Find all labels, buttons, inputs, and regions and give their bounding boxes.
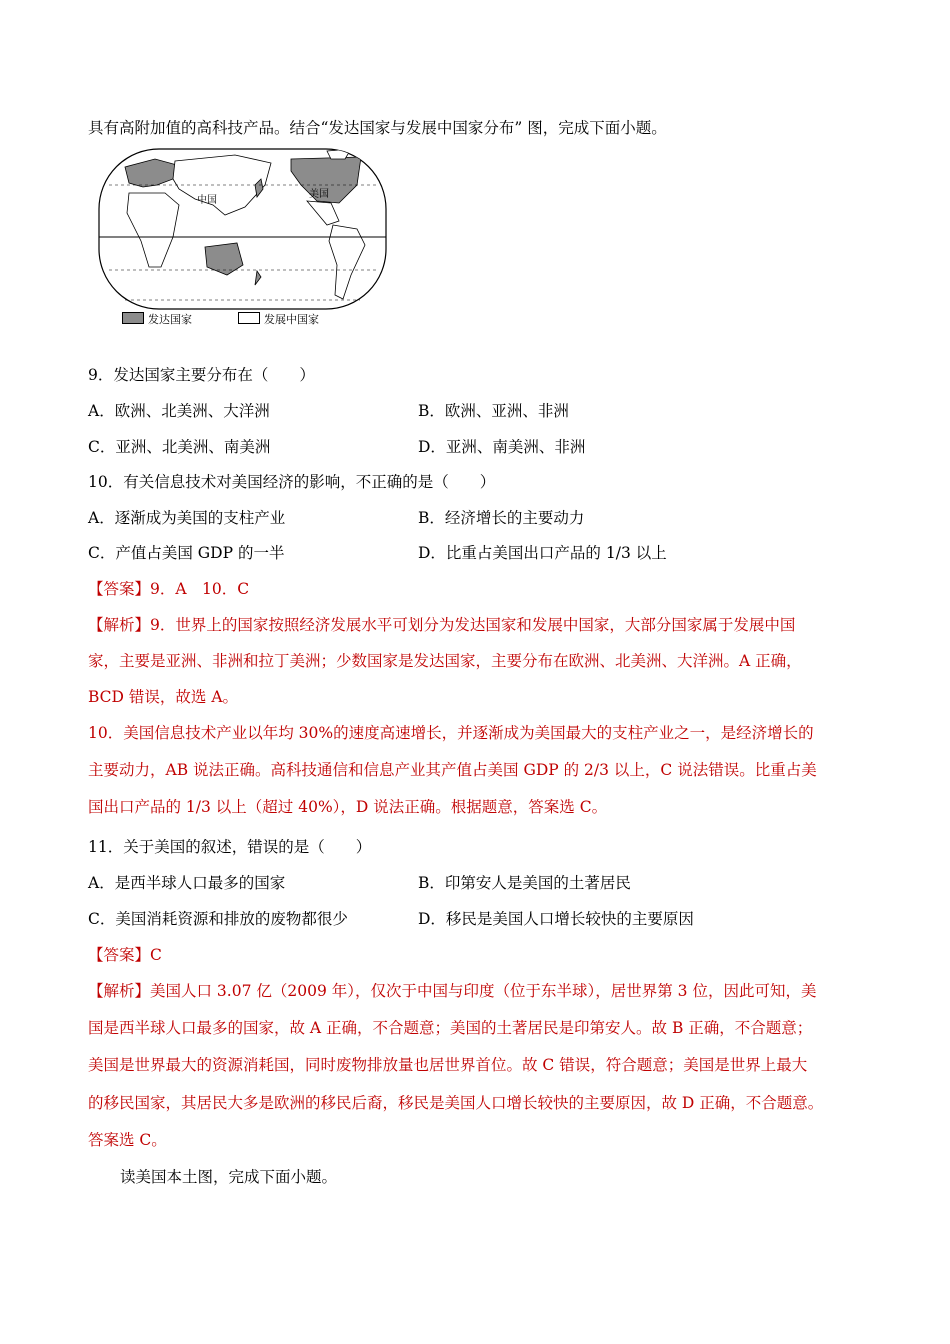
q11-stem: 11．关于美国的叙述，错误的是（ ） [88,838,372,856]
q9-option-a: A．欧洲、北美洲、大洋洲 [88,402,270,420]
legend-developing-swatch [238,312,260,324]
analysis2-line: 【解析】美国人口 3.07 亿（2009 年），仅次于中国与印度（位于东半球），居世界第 3 位，因此可知，美 [88,982,817,1000]
q10-stem: 10．有关信息技术对美国经济的影响，不正确的是（ ） [88,473,496,491]
analysis1-line: BCD 错误，故选 A。 [88,688,239,706]
q9-option-c: C．亚洲、北美洲、南美洲 [88,438,271,456]
analysis2-line: 美国是世界最大的资源消耗国，同时废物排放量也居世界首位。故 C 错误，符合题意；美国是世界上最大 [88,1056,808,1074]
analysis1-line: 家，主要是亚洲、非洲和拉丁美洲；少数国家是发达国家，主要分布在欧洲、北美洲、大洋洲。A 正确， [88,652,802,670]
q10-option-c: C．产值占美国 GDP 的一半 [88,544,285,562]
legend-developed-swatch [122,312,144,324]
analysis2-line: 答案选 C。 [88,1131,167,1149]
analysis1-line: 主要动力，AB 说法正确。高科技通信和信息产业其产值占美国 GDP 的 2/3 以上，C 说法错误。比重占美 [88,761,817,779]
analysis1-line: 【解析】9．世界上的国家按照经济发展水平可划分为发达国家和发展中国家，大部分国家属于发展中国 [88,616,796,634]
legend-developed [122,312,192,327]
analysis1-line: 10．美国信息技术产业以年均 30%的速度高速增长，并逐渐成为美国最大的支柱产业之一，是经济增长的 [88,724,814,742]
world-map [95,145,390,335]
q11-option-d: D．移民是美国人口增长较快的主要原因 [418,910,694,928]
q9-stem: 9．发达国家主要分布在（ ） [88,366,315,384]
q11-option-c: C．美国消耗资源和排放的废物都很少 [88,910,348,928]
analysis2-line: 国是西半球人口最多的国家，故 A 正确，不合题意；美国的土著居民是印第安人。故 B 正确，不合题意； [88,1019,813,1037]
q11-option-b: B．印第安人是美国的土著居民 [418,874,631,892]
legend-developing-label: 发展中国家 [264,313,319,326]
analysis2-line: 的移民国家，其居民大多是欧洲的移民后裔，移民是美国人口增长较快的主要原因，故 D 正确，不合题意。 [88,1094,824,1112]
intro-text: 具有高附加值的高科技产品。结合“发达国家与发展中国家分布” 图，完成下面小题。 [88,119,667,137]
q10-option-a: A．逐渐成为美国的支柱产业 [88,509,286,527]
q11-option-a: A．是西半球人口最多的国家 [88,874,286,892]
q10-option-b: B．经济增长的主要动力 [418,509,585,527]
q10-option-d: D．比重占美国出口产品的 1/3 以上 [418,544,667,562]
q9-option-d: D．亚洲、南美洲、非洲 [418,438,586,456]
label-usa: 美国 [309,189,329,200]
answer-11: 【答案】C [88,946,162,964]
answer-9-10: 【答案】9．A 10．C [88,580,250,598]
legend-developing [238,312,319,327]
label-china: 中国 [197,195,217,206]
q9-option-b: B．欧洲、亚洲、非洲 [418,402,569,420]
legend-developed-label: 发达国家 [148,313,192,326]
analysis1-line: 国出口产品的 1/3 以上（超过 40%），D 说法正确。根据题意，答案选 C。 [88,798,608,816]
outro-text: 读美国本土图，完成下面小题。 [120,1168,338,1186]
